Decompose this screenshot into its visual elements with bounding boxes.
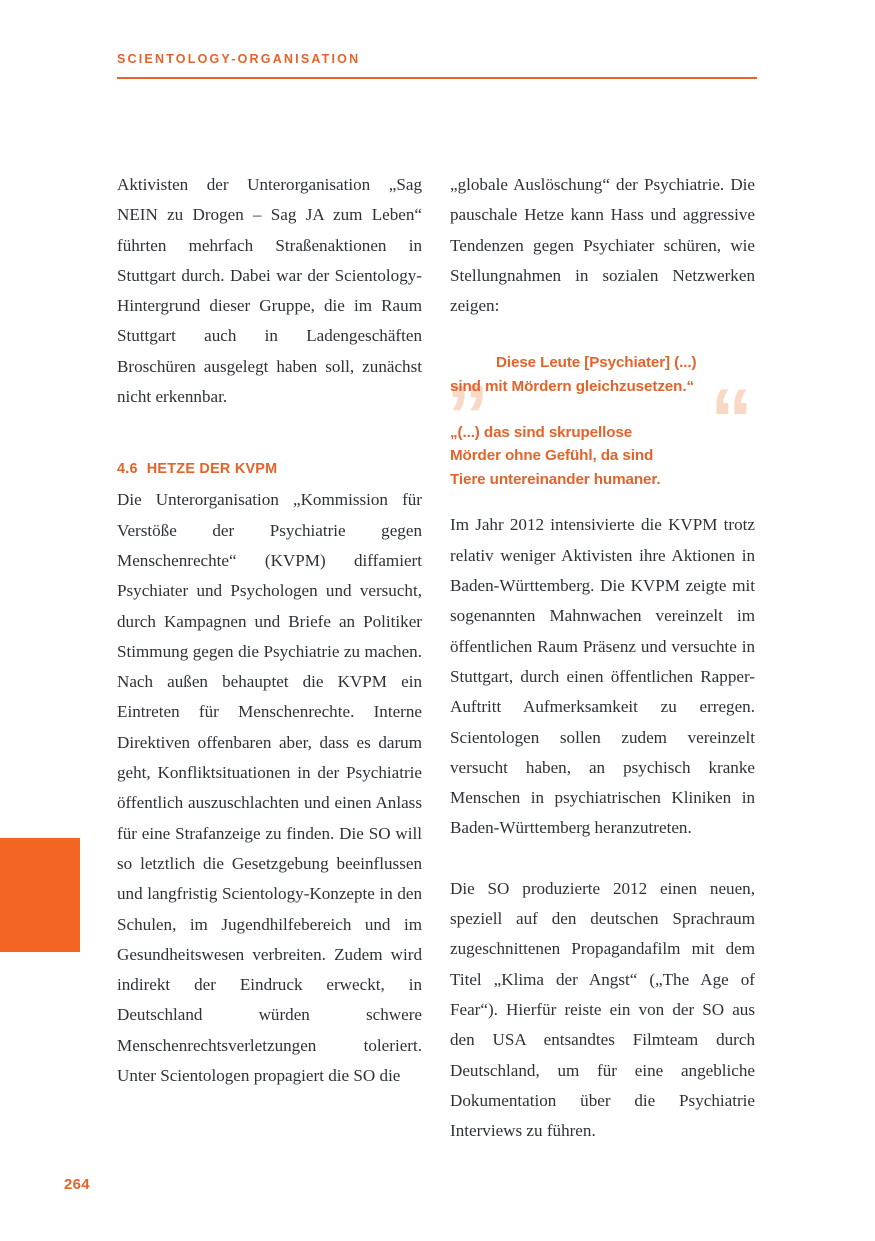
page-number: 264 <box>64 1176 90 1193</box>
paragraph-spacer <box>450 321 755 351</box>
left-column <box>117 170 422 1091</box>
pull-quote-2-text <box>450 421 755 492</box>
section-number: 4.6 <box>117 461 138 478</box>
section-title: HETZE DER KVPM <box>146 461 278 478</box>
pull-quote-line: Tiere untereinander humaner. <box>450 470 661 488</box>
header-rule <box>117 77 757 79</box>
paragraph-global-extinction: „globale Auslöschung“ der Psychiatrie. Die pauschale Hetze kann Hass und aggressive Tendenzen gegen Psychiater schüren, wie Stellungnahmen in sozialen Netzwerken zeigen: <box>450 175 755 316</box>
pull-quote-line: Mörder ohne Gefühl, da sind <box>450 447 654 465</box>
paragraph-activists: Aktivisten der Unterorganisation „Sag NEIN zu Drogen – Sag JA zum Leben“ führten mehrfach Straßenaktionen in Stuttgart durch. Dabei war der Scientology-Hintergrund dieser Gruppe, die im Raum Stuttgart auch in Ladengeschäften Broschüren ausgelegt haben soll, zunächst nicht erkennbar. <box>117 175 422 407</box>
pull-quote-line: Diese Leute [Psychiater] (...) <box>496 354 697 372</box>
paragraph-propaganda-film: Die SO produzierte 2012 einen neuen, speziell auf den deutschen Sprachraum zugeschnittenen Propagandafilm mit dem Titel „Klima der Angst“ („The Age of Fear“). Hierfür reiste ein von der SO aus den USA entsandtes Filmteam durch Deutschland, um für eine angebliche Dokumentation über die Psychiatrie Interviews zu führen. <box>450 878 755 1141</box>
paragraph-spacer <box>117 442 422 461</box>
paragraph-spacer <box>450 844 755 874</box>
pull-quote-zone <box>446 320 755 491</box>
section-tab-marker <box>0 838 80 952</box>
pull-quote-1 <box>446 320 755 417</box>
pull-quote-line: „(...) das sind skrupellose <box>450 423 633 441</box>
paragraph-year-2012: Im Jahr 2012 intensivierte die KVPM trotz relativ weniger Aktivisten ihre Aktionen in Baden-Württemberg. Die KVPM zeigte mit sogenannten Mahnwachen vereinzelt im öffentlichen Raum Präsenz und versuchte in Stuttgart, durch einen öffentlichen Rapper-Auftritt Aufmerksamkeit zu erregen. Scientologen sollen zudem vereinzelt versucht haben, an psychisch kranke Menschen in psychiatrischen Kliniken in Baden-Württemberg heranzutreten. <box>450 515 755 838</box>
paragraph-spacer <box>450 491 755 510</box>
decorative-open-quote-icon: „ <box>446 320 487 417</box>
paragraph-spacer <box>117 412 422 442</box>
decorative-close-quote-icon: “ <box>710 371 751 468</box>
running-head: SCIENTOLOGY-ORGANISATION <box>117 52 361 66</box>
pull-quote-1-text <box>450 351 755 398</box>
pull-quote-line: sind mit Mördern gleichzusetzen.“ <box>450 378 694 396</box>
paragraph-kvpm: Die Unterorganisation „Kommission für Verstöße der Psychiatrie gegen Menschenrechte“ (KVPM) diffamiert Psychiater und Psychologen und versucht, durch Kampagnen und Briefe an Politiker Stimmung gegen die Psychiatrie zu machen. Nach außen behauptet die KVPM ein Eintreten für Menschenrechte. Interne Direktiven offenbaren aber, dass es darum geht, Konfliktsituationen in der Psychiatrie öffentlich auszuschlachten und einen Anlass für eine Strafanzeige zu finden. Die SO will so letztlich die Gesetzgebung beeinflussen und langfristig Scientology-Konzepte in den Schulen, im Jugendhilfebereich und im Gesundheitswesen verbreiten. Zudem wird indirekt der Eindruck erweckt, in Deutschland würden schwere Menschenrechtsverletzungen toleriert. Unter Scientologen propagiert die SO die <box>117 490 422 1086</box>
right-column <box>446 170 755 1146</box>
section-heading <box>117 461 422 477</box>
